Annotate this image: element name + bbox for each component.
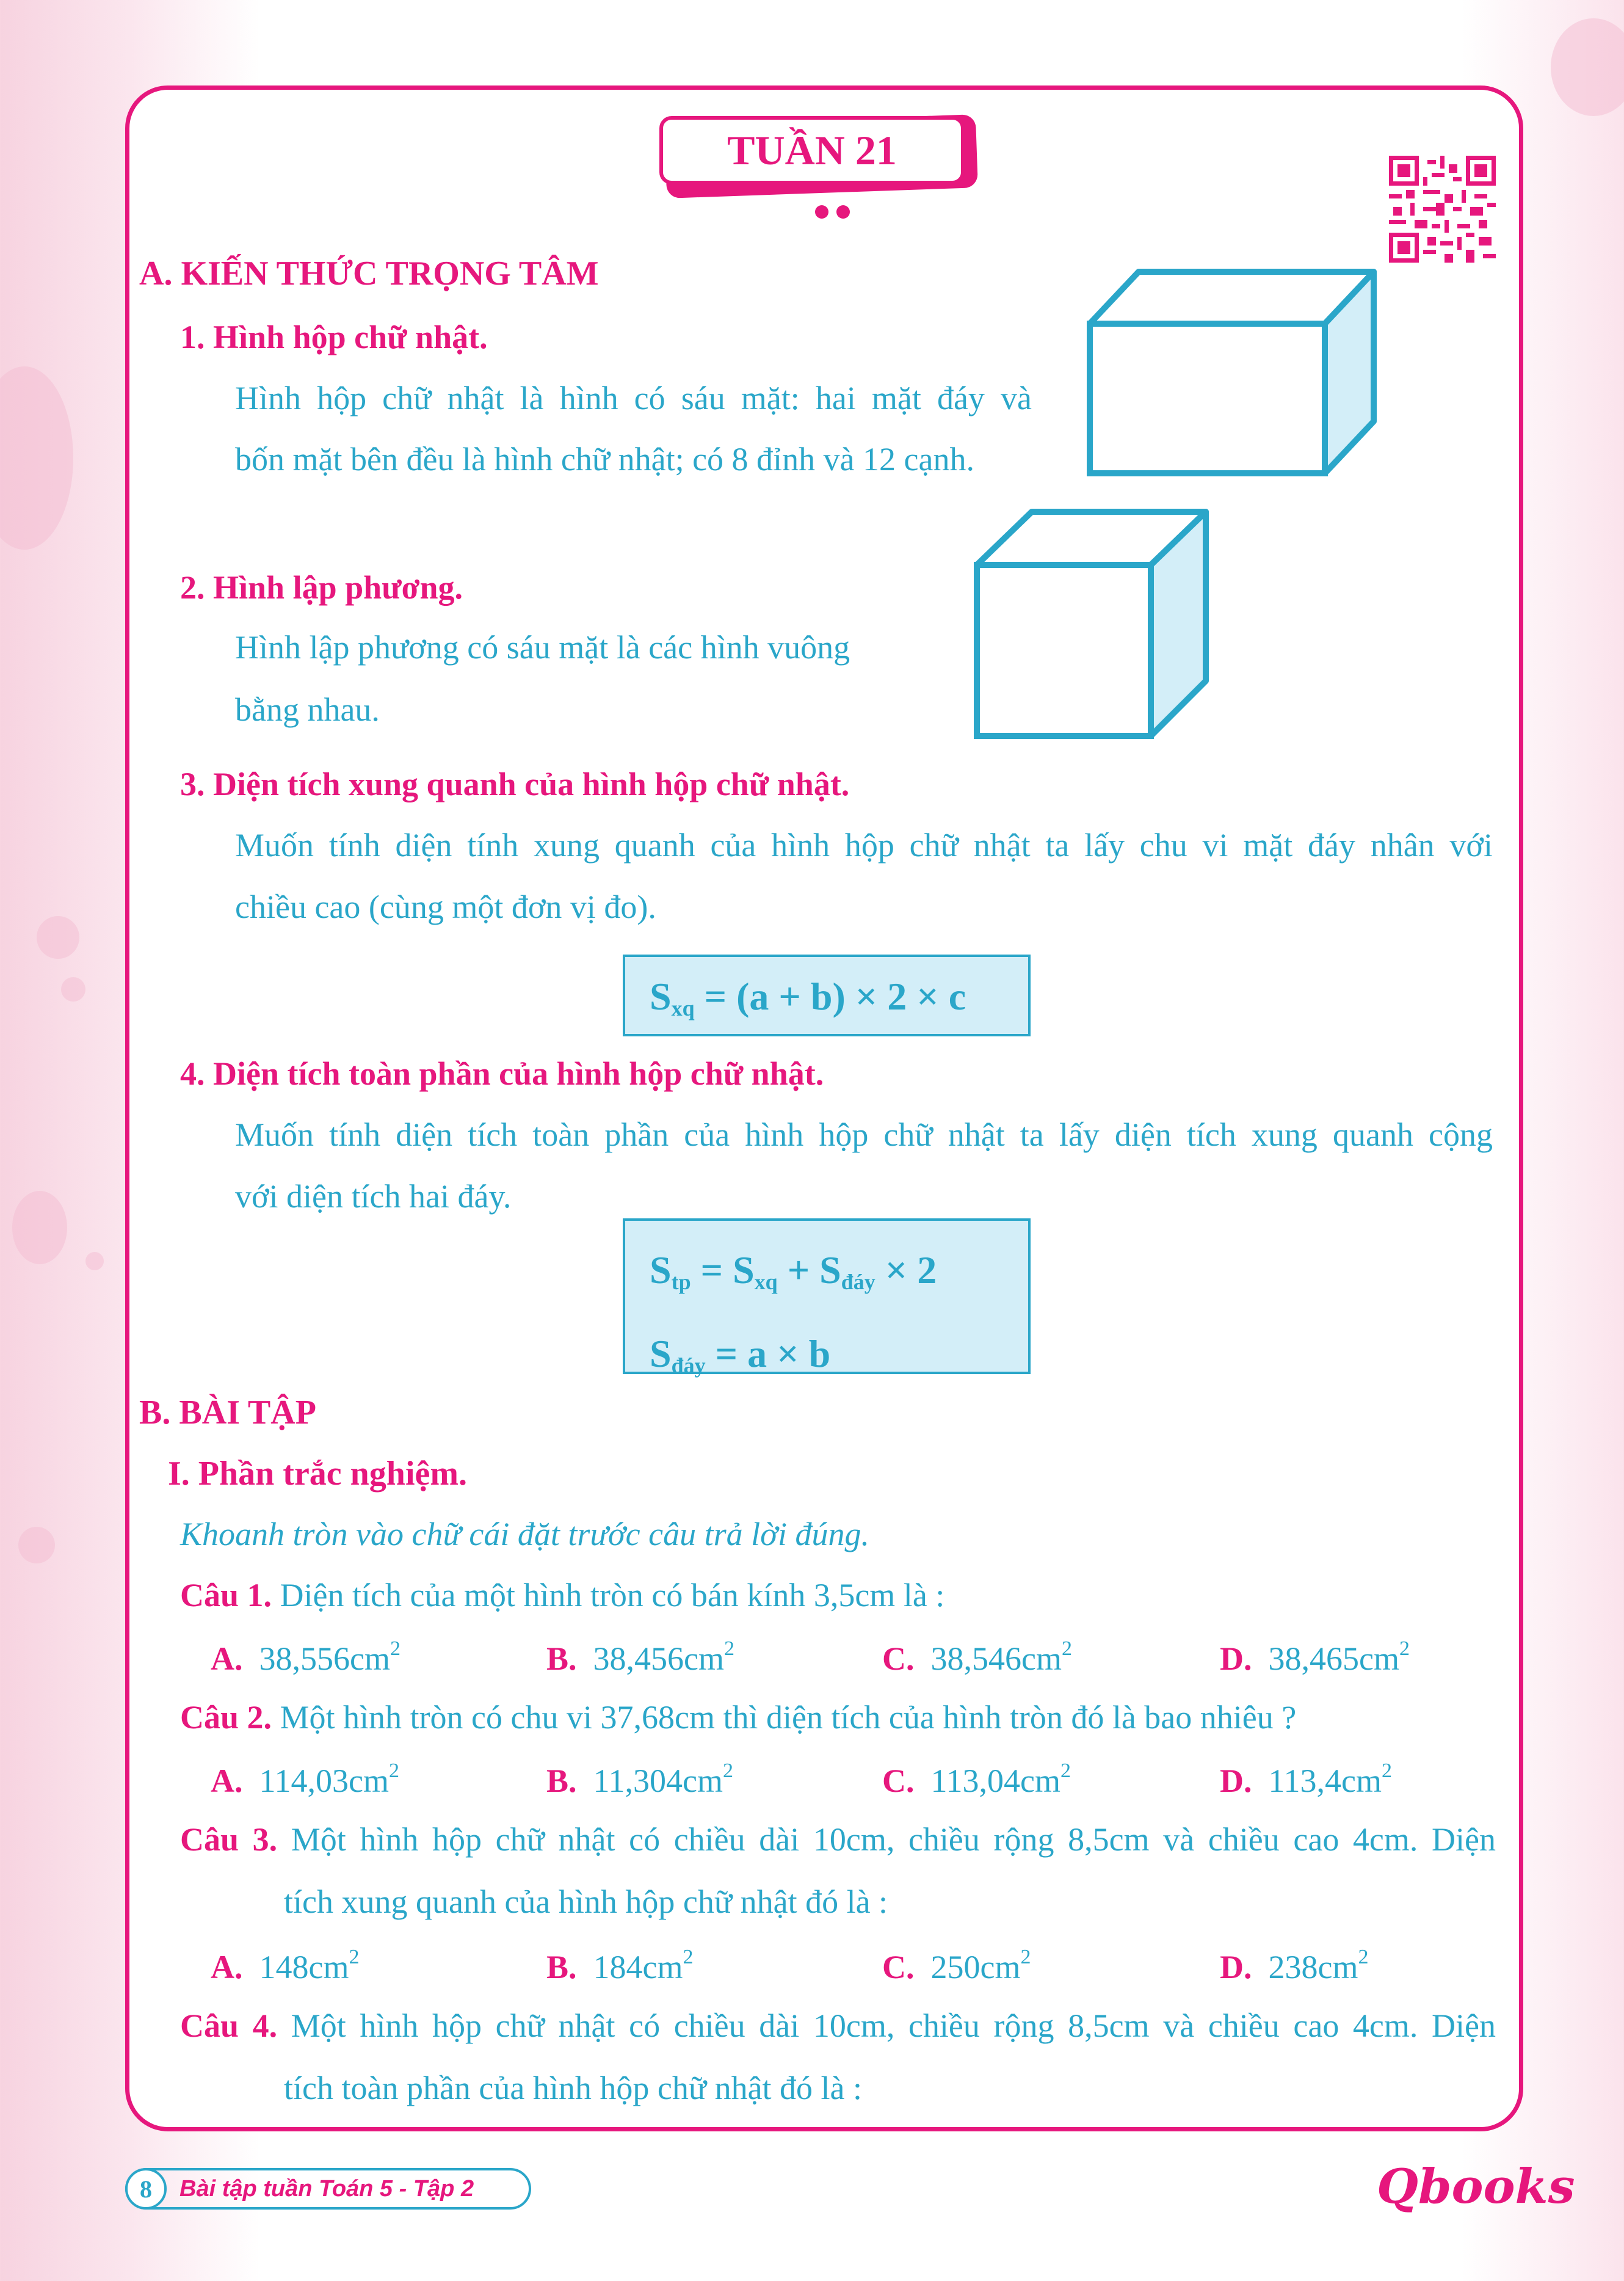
section-a-heading: A. KIẾN THỨC TRỌNG TÂM — [139, 255, 599, 293]
q3-option-b[interactable]: B. $184cm^2$ — [546, 1946, 694, 1985]
week-title: TUẦN 21 — [659, 116, 965, 184]
question-2: Câu 2. Một hình tròn có chu vi 37,68cm thì diện tích của hình tròn đó là bao nhiêu ? — [180, 1699, 1297, 1736]
part1-heading: I. Phần trắc nghiệm. — [168, 1455, 467, 1493]
formula-base-area-line: $S_{đáy} = a \times b$ — [650, 1332, 831, 1378]
question-4-cont: tích toàn phần của hình hộp chữ nhật đó là : — [284, 2070, 863, 2106]
section-b-heading: B. BÀI TẬP — [139, 1394, 316, 1432]
instruction-text: Khoanh tròn vào chữ cái đặt trước câu trả lời đúng. — [180, 1516, 869, 1552]
item2-heading: 2. Hình lập phương. — [180, 569, 463, 606]
item3-line1: Muốn tính diện tính xung quanh của hình hộp chữ nhật ta lấy chu vi mặt đáy nhân với — [235, 827, 1493, 864]
item1-heading: 1. Hình hộp chữ nhật. — [180, 319, 488, 355]
q1-option-d[interactable]: D. $38,465cm^2$ — [1220, 1637, 1410, 1677]
q2-option-d[interactable]: D. $113,4cm^2$ — [1220, 1759, 1392, 1799]
cuboid-figure — [1081, 266, 1386, 479]
item1-line1: Hình hộp chữ nhật là hình có sáu mặt: hai mặt đáy và — [235, 380, 1032, 417]
item4-heading: 4. Diện tích toàn phần của hình hộp chữ nhật. — [180, 1055, 824, 1092]
question-3: Câu 3. Một hình hộp chữ nhật có chiều dài 10cm, chiều rộng 8,5cm và chiều cao 4cm. Diện — [180, 1821, 1496, 1858]
item3-heading: 3. Diện tích xung quanh của hình hộp chữ nhật. — [180, 766, 850, 802]
q2-option-b[interactable]: B. $11,304cm^2$ — [546, 1759, 733, 1799]
publisher-logo: Qbooks — [1377, 2159, 1575, 2214]
q3-option-d[interactable]: D. $238cm^2$ — [1220, 1946, 1369, 1985]
week-title-badge — [659, 116, 977, 202]
footer-book-title: Bài tập tuần Toán 5 - Tập 2 — [125, 2168, 531, 2210]
formula-lateral-area: $S_{xq} = (a + b) \times 2 \times c$ — [623, 955, 1031, 1036]
q3-option-c[interactable]: C. $250cm^2$ — [882, 1946, 1031, 1985]
formula-total-area-line1: $S_{tp} = S_{xq} + S_{đáy} \times 2$ — [650, 1248, 937, 1294]
question-3-cont: tích xung quanh của hình hộp chữ nhật đó là : — [284, 1883, 888, 1920]
formula-total-area — [623, 1218, 1031, 1378]
q2-option-a[interactable]: A. $114,03cm^2$ — [211, 1759, 399, 1799]
q3-option-a[interactable]: A. $148cm^2$ — [211, 1946, 360, 1985]
item2-line2: bằng nhau. — [235, 691, 380, 728]
item4-line1: Muốn tính diện tích toàn phần của hình hộp chữ nhật ta lấy diện tích xung quanh cộng — [235, 1116, 1493, 1153]
item1-line2: bốn mặt bên đều là hình chữ nhật; có 8 đỉnh và 12 cạnh. — [235, 441, 974, 478]
question-4: Câu 4. Một hình hộp chữ nhật có chiều dài 10cm, chiều rộng 8,5cm và chiều cao 4cm. Diện — [180, 2007, 1496, 2044]
cube-figure — [968, 507, 1218, 742]
q1-option-b[interactable]: B. $38,456cm^2$ — [546, 1637, 735, 1677]
decor-dot — [836, 205, 850, 219]
item2-line1: Hình lập phương có sáu mặt là các hình vuông — [235, 629, 850, 666]
decor-dot — [815, 205, 828, 219]
item4-line2: với diện tích hai đáy. — [235, 1178, 512, 1215]
item3-line2: chiều cao (cùng một đơn vị đo). — [235, 889, 656, 925]
q1-option-a[interactable]: A. $38,556cm^2$ — [211, 1637, 401, 1677]
q1-option-c[interactable]: C. $38,546cm^2$ — [882, 1637, 1072, 1677]
page-number: 8 — [125, 2168, 167, 2210]
qr-code-icon[interactable] — [1389, 156, 1496, 263]
q2-option-c[interactable]: C. $113,04cm^2$ — [882, 1759, 1071, 1799]
question-1: Câu 1. Diện tích của một hình tròn có bán kính 3,5cm là : — [180, 1577, 945, 1613]
